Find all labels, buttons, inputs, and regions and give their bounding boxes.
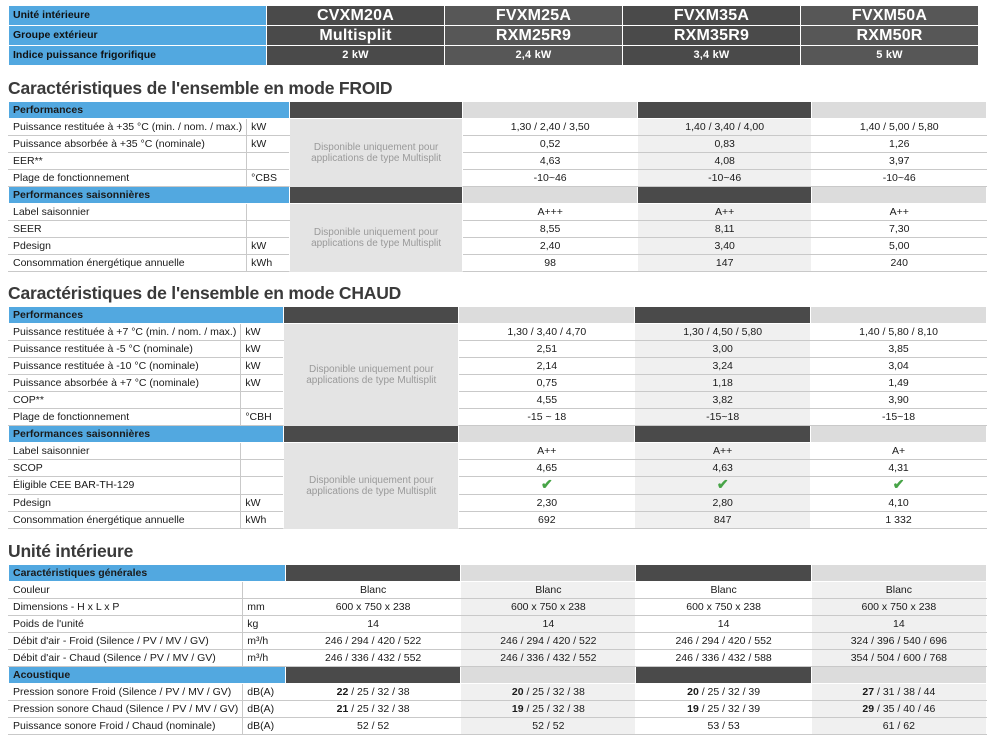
- value-rest-part: 52 / 52: [532, 719, 565, 732]
- value-cell: [636, 718, 811, 735]
- row-label: Poids de l'unité: [9, 616, 243, 633]
- section-header-fill: [285, 667, 460, 684]
- section-header-fill: [637, 187, 812, 204]
- section-label: Performances: [9, 307, 284, 324]
- table-row: [9, 324, 987, 341]
- dispo-multisplit-note: Disponible uniquement pour applications de type Multisplit: [284, 443, 459, 529]
- section-header-fill: [461, 667, 636, 684]
- value-cell: [811, 718, 986, 735]
- table-row: [9, 718, 987, 735]
- section-header-fill: [461, 565, 636, 582]
- value-cell: [461, 718, 636, 735]
- value-cell: 4,65: [459, 460, 635, 477]
- value-rest-part: / 25 / 32 / 38: [523, 685, 585, 698]
- value-cell: 4,31: [811, 460, 987, 477]
- value-cell: 246 / 336 / 432 / 552: [285, 650, 460, 667]
- section-header-row: [9, 565, 987, 582]
- value-cell: 147: [637, 255, 812, 272]
- value-cell: Blanc: [285, 582, 460, 599]
- header-table: [8, 5, 979, 66]
- table-row: [9, 375, 987, 392]
- row-label: Débit d'air - Chaud (Silence / PV / MV / GV): [9, 650, 243, 667]
- value-cell: 240: [812, 255, 987, 272]
- value-cell: 4,63: [463, 153, 638, 170]
- value-rest-part: / 35 / 40 / 46: [874, 702, 936, 715]
- value-cell: 2,14: [459, 358, 635, 375]
- row-unit: kW: [241, 375, 284, 392]
- value-cell: 354 / 504 / 600 / 768: [811, 650, 986, 667]
- header-model-cell: RXM50R: [801, 26, 979, 46]
- value-rest-part: 61 / 62: [882, 719, 915, 732]
- header-model-cell: 5 kW: [801, 46, 979, 66]
- table-row: [9, 616, 987, 633]
- table-row: [9, 170, 987, 187]
- row-label: Consommation énergétique annuelle: [9, 512, 241, 529]
- value-cell: 4,55: [459, 392, 635, 409]
- value-cell: 14: [636, 616, 811, 633]
- section-header-fill: [463, 102, 638, 119]
- value-cell: A++: [637, 204, 812, 221]
- table-row: [9, 341, 987, 358]
- value-cell: 1,30 / 3,40 / 4,70: [459, 324, 635, 341]
- value-bold-part: 27: [862, 685, 875, 698]
- table-row: [9, 136, 987, 153]
- section-header-fill: [284, 307, 459, 324]
- value-cell: 0,75: [459, 375, 635, 392]
- dispo-multisplit-note: Disponible uniquement pour applications de type Multisplit: [289, 204, 463, 272]
- header-row: [9, 6, 979, 26]
- section-header-fill: [811, 565, 986, 582]
- value-cell: 246 / 294 / 420 / 522: [461, 633, 636, 650]
- dispo-multisplit-note: Disponible uniquement pour applications de type Multisplit: [284, 324, 459, 426]
- section-header-row: [9, 187, 987, 204]
- value-cell: 14: [285, 616, 460, 633]
- row-label: SCOP: [9, 460, 241, 477]
- section-header-fill: [811, 307, 987, 324]
- row-unit: m³/h: [243, 633, 286, 650]
- value-cell: 3,82: [635, 392, 811, 409]
- value-cell: 692: [459, 512, 635, 529]
- row-unit: kg: [243, 616, 286, 633]
- value-cell: 14: [461, 616, 636, 633]
- section-header-fill: [636, 565, 811, 582]
- value-rest-part: / 25 / 32 / 38: [348, 702, 410, 715]
- chaud-table: [8, 306, 987, 529]
- header-model-cell: Multisplit: [267, 26, 445, 46]
- value-cell: [285, 684, 460, 701]
- value-cell: 3,97: [812, 153, 987, 170]
- row-label: Puissance restituée à -10 °C (nominale): [9, 358, 241, 375]
- value-cell: [461, 701, 636, 718]
- row-label: Puissance restituée à -5 °C (nominale): [9, 341, 241, 358]
- row-unit: kW: [241, 324, 284, 341]
- value-cell: 4,10: [811, 495, 987, 512]
- section-header-fill: [289, 187, 463, 204]
- section-header-fill: [463, 187, 638, 204]
- row-unit: dB(A): [243, 718, 286, 735]
- row-unit: [241, 460, 284, 477]
- value-cell: A++: [812, 204, 987, 221]
- row-unit: dB(A): [243, 684, 286, 701]
- header-row-label: Groupe extérieur: [9, 26, 267, 46]
- section-header-fill: [635, 307, 811, 324]
- value-cell: 600 x 750 x 238: [636, 599, 811, 616]
- value-cell: 3,85: [811, 341, 987, 358]
- table-row: [9, 477, 987, 495]
- value-cell: -15~18: [635, 409, 811, 426]
- header-model-cell: RXM25R9: [445, 26, 623, 46]
- value-cell: Blanc: [461, 582, 636, 599]
- row-unit: kW: [247, 136, 290, 153]
- row-label: COP**: [9, 392, 241, 409]
- row-label: Dimensions - H x L x P: [9, 599, 243, 616]
- header-model-cell: 3,4 kW: [623, 46, 801, 66]
- value-cell: 246 / 336 / 432 / 588: [636, 650, 811, 667]
- header-model-cell: RXM35R9: [623, 26, 801, 46]
- interieure-section-title: Unité intérieure: [8, 541, 134, 561]
- value-cell: [285, 718, 460, 735]
- value-cell: 600 x 750 x 238: [811, 599, 986, 616]
- header-model-cell: FVXM35A: [623, 6, 801, 26]
- value-cell: 1,40 / 5,00 / 5,80: [812, 119, 987, 136]
- checkmark-icon: ✔: [716, 476, 729, 492]
- value-cell: [461, 684, 636, 701]
- section-header-fill: [635, 426, 811, 443]
- table-row: [9, 409, 987, 426]
- section-label: Acoustique: [9, 667, 286, 684]
- section-label: Caractéristiques générales: [9, 565, 286, 582]
- value-cell: 0,52: [463, 136, 638, 153]
- row-label: Pdesign: [9, 495, 241, 512]
- table-row: [9, 204, 987, 221]
- value-cell: 1,26: [812, 136, 987, 153]
- header-model-cell: 2,4 kW: [445, 46, 623, 66]
- value-cell: 2,30: [459, 495, 635, 512]
- row-unit: [241, 392, 284, 409]
- value-cell: [285, 701, 460, 718]
- value-cell: 0,83: [637, 136, 812, 153]
- value-cell: 1,30 / 4,50 / 5,80: [635, 324, 811, 341]
- table-row: [9, 633, 987, 650]
- row-label: Pression sonore Chaud (Silence / PV / MV / GV): [9, 701, 243, 718]
- value-cell: -15~18: [811, 409, 987, 426]
- froid-table: [8, 101, 987, 272]
- value-cell: Blanc: [811, 582, 986, 599]
- row-label: Label saisonnier: [9, 443, 241, 460]
- value-cell: 14: [811, 616, 986, 633]
- froid-section-title: Caractéristiques de l'ensemble en mode FROID: [8, 78, 393, 98]
- value-cell: 1,40 / 3,40 / 4,00: [637, 119, 812, 136]
- header-row-label: Unité intérieure: [9, 6, 267, 26]
- value-cell: 3,04: [811, 358, 987, 375]
- row-unit: kWh: [241, 512, 284, 529]
- row-label: Puissance absorbée à +35 °C (nominale): [9, 136, 247, 153]
- row-label: Puissance restituée à +7 °C (min. / nom. / max.): [9, 324, 241, 341]
- row-label: Puissance sonore Froid / Chaud (nominale): [9, 718, 243, 735]
- row-label: Puissance restituée à +35 °C (min. / nom. / max.): [9, 119, 247, 136]
- value-rest-part: / 25 / 32 / 38: [348, 685, 410, 698]
- value-cell: 3,40: [637, 238, 812, 255]
- section-label: Performances saisonnières: [9, 426, 284, 443]
- value-cell: 246 / 294 / 420 / 552: [636, 633, 811, 650]
- section-header-fill: [812, 187, 987, 204]
- table-row: [9, 495, 987, 512]
- value-cell: 2,51: [459, 341, 635, 358]
- section-header-fill: [811, 667, 986, 684]
- value-cell: A+++: [463, 204, 638, 221]
- value-cell: 4,63: [635, 460, 811, 477]
- chaud-section-title: Caractéristiques de l'ensemble en mode CHAUD: [8, 283, 402, 303]
- value-cell: 246 / 336 / 432 / 552: [461, 650, 636, 667]
- row-unit: kWh: [247, 255, 290, 272]
- row-unit: [247, 153, 290, 170]
- row-unit: °CBH: [241, 409, 284, 426]
- value-cell: 600 x 750 x 238: [285, 599, 460, 616]
- row-label: Couleur: [9, 582, 243, 599]
- row-label: Label saisonnier: [9, 204, 247, 221]
- section-header-fill: [812, 102, 987, 119]
- dispo-multisplit-note: Disponible uniquement pour applications de type Multisplit: [289, 119, 463, 187]
- section-label: Performances: [9, 102, 290, 119]
- value-cell: 4,08: [637, 153, 812, 170]
- row-unit: kW: [247, 119, 290, 136]
- section-label: Performances saisonnières: [9, 187, 290, 204]
- row-label: Puissance absorbée à +7 °C (nominale): [9, 375, 241, 392]
- section-header-fill: [637, 102, 812, 119]
- value-cell: [636, 684, 811, 701]
- header-model-cell: FVXM25A: [445, 6, 623, 26]
- value-cell: -10~46: [463, 170, 638, 187]
- section-header-fill: [289, 102, 463, 119]
- row-label: Pression sonore Froid (Silence / PV / MV / GV): [9, 684, 243, 701]
- row-label: EER**: [9, 153, 247, 170]
- row-unit: [243, 582, 286, 599]
- section-header-fill: [285, 565, 460, 582]
- value-bold-part: 29: [862, 702, 875, 715]
- row-unit: [241, 443, 284, 460]
- section-header-fill: [459, 307, 635, 324]
- value-cell: 5,00: [812, 238, 987, 255]
- value-bold-part: 21: [336, 702, 349, 715]
- value-cell: 1,40 / 5,80 / 8,10: [811, 324, 987, 341]
- value-bold-part: 22: [336, 685, 349, 698]
- section-header-row: [9, 102, 987, 119]
- value-cell: 2,80: [635, 495, 811, 512]
- header-row: [9, 46, 979, 66]
- value-cell: Blanc: [636, 582, 811, 599]
- table-row: [9, 119, 987, 136]
- value-cell: 1,49: [811, 375, 987, 392]
- row-unit: m³/h: [243, 650, 286, 667]
- section-header-fill: [284, 426, 459, 443]
- table-row: [9, 684, 987, 701]
- value-cell: 1,18: [635, 375, 811, 392]
- row-unit: kW: [241, 341, 284, 358]
- table-row: [9, 460, 987, 477]
- value-cell: 324 / 396 / 540 / 696: [811, 633, 986, 650]
- section-header-fill: [636, 667, 811, 684]
- section-header-row: [9, 307, 987, 324]
- table-row: [9, 701, 987, 718]
- table-row: [9, 221, 987, 238]
- row-unit: dB(A): [243, 701, 286, 718]
- value-cell: [811, 477, 987, 495]
- row-label: Plage de fonctionnement: [9, 409, 241, 426]
- row-label: Consommation énergétique annuelle: [9, 255, 247, 272]
- table-row: [9, 582, 987, 599]
- value-cell: 600 x 750 x 238: [461, 599, 636, 616]
- value-cell: 3,00: [635, 341, 811, 358]
- value-rest-part: / 25 / 32 / 38: [523, 702, 585, 715]
- value-rest-part: / 25 / 32 / 39: [698, 702, 761, 715]
- section-header-row: [9, 426, 987, 443]
- value-cell: [811, 684, 986, 701]
- value-bold-part: 19: [511, 702, 524, 715]
- value-cell: 7,30: [812, 221, 987, 238]
- table-row: [9, 512, 987, 529]
- value-cell: 246 / 294 / 420 / 522: [285, 633, 460, 650]
- value-rest-part: / 25 / 32 / 39: [698, 685, 761, 698]
- row-unit: kW: [247, 238, 290, 255]
- value-rest-part: / 31 / 38 / 44: [874, 685, 936, 698]
- table-row: [9, 599, 987, 616]
- value-bold-part: 19: [687, 702, 699, 715]
- checkmark-icon: ✔: [892, 476, 905, 492]
- row-label: Plage de fonctionnement: [9, 170, 247, 187]
- value-cell: [635, 477, 811, 495]
- value-cell: [459, 477, 635, 495]
- row-unit: kW: [241, 495, 284, 512]
- value-bold-part: 20: [687, 685, 699, 698]
- value-cell: 8,11: [637, 221, 812, 238]
- value-rest-part: 53 / 53: [707, 719, 740, 732]
- value-cell: 8,55: [463, 221, 638, 238]
- value-cell: -10~46: [637, 170, 812, 187]
- row-label: Pdesign: [9, 238, 247, 255]
- row-unit: [247, 221, 290, 238]
- value-cell: A+: [811, 443, 987, 460]
- row-label: Éligible CEE BAR-TH-129: [9, 477, 241, 495]
- value-cell: 847: [635, 512, 811, 529]
- row-unit: [247, 204, 290, 221]
- row-unit: °CBS: [247, 170, 290, 187]
- row-label: Débit d'air - Froid (Silence / PV / MV / GV): [9, 633, 243, 650]
- value-cell: -15 ~ 18: [459, 409, 635, 426]
- checkmark-icon: ✔: [540, 476, 553, 492]
- value-cell: 1 332: [811, 512, 987, 529]
- value-cell: 98: [463, 255, 638, 272]
- header-row-label: Indice puissance frigorifique: [9, 46, 267, 66]
- table-row: [9, 255, 987, 272]
- value-cell: 3,90: [811, 392, 987, 409]
- value-cell: [811, 701, 986, 718]
- value-cell: 3,24: [635, 358, 811, 375]
- table-row: [9, 392, 987, 409]
- value-bold-part: 20: [511, 685, 524, 698]
- row-label: SEER: [9, 221, 247, 238]
- row-unit: [241, 477, 284, 495]
- header-model-cell: CVXM20A: [267, 6, 445, 26]
- table-row: [9, 238, 987, 255]
- section-header-fill: [459, 426, 635, 443]
- header-model-cell: 2 kW: [267, 46, 445, 66]
- value-cell: 1,30 / 2,40 / 3,50: [463, 119, 638, 136]
- header-model-cell: FVXM50A: [801, 6, 979, 26]
- table-row: [9, 358, 987, 375]
- row-unit: kW: [241, 358, 284, 375]
- value-cell: A++: [459, 443, 635, 460]
- value-cell: -10~46: [812, 170, 987, 187]
- value-rest-part: 52 / 52: [357, 719, 390, 732]
- value-cell: 2,40: [463, 238, 638, 255]
- value-cell: [636, 701, 811, 718]
- table-row: [9, 443, 987, 460]
- table-row: [9, 650, 987, 667]
- row-unit: mm: [243, 599, 286, 616]
- section-header-row: [9, 667, 987, 684]
- interieure-table: [8, 564, 987, 735]
- value-cell: A++: [635, 443, 811, 460]
- header-row: [9, 26, 979, 46]
- table-row: [9, 153, 987, 170]
- section-header-fill: [811, 426, 987, 443]
